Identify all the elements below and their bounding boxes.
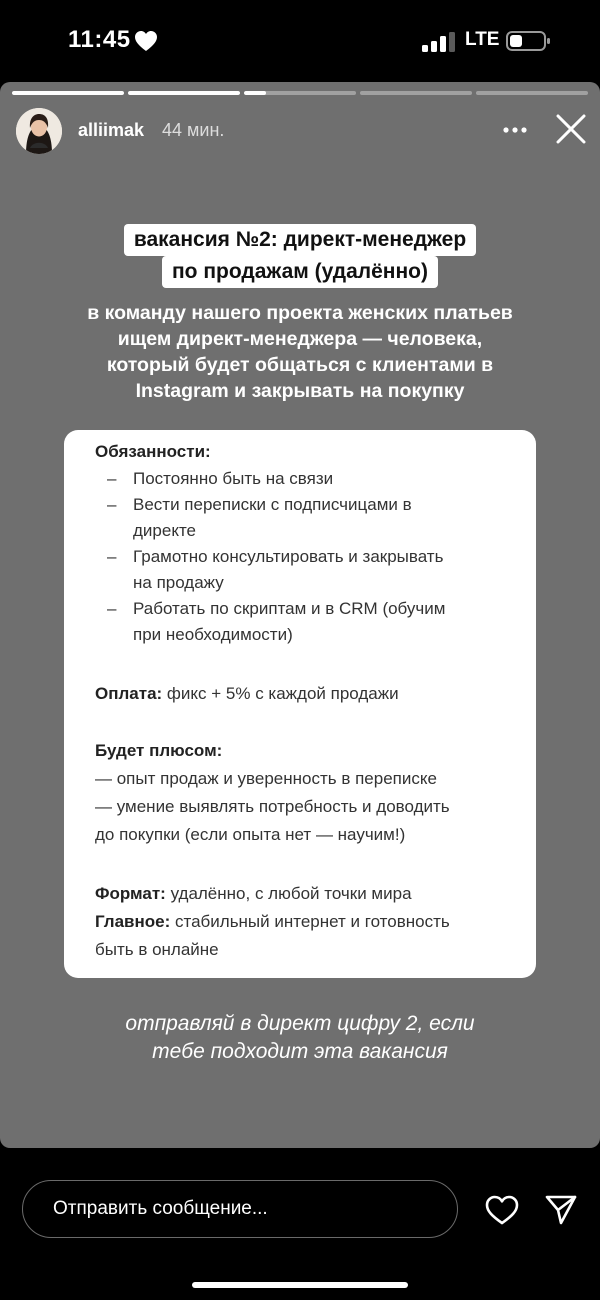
main-line [95,912,450,932]
intro-line: Instagram и закрывать на покупку [135,380,465,402]
format-label: Формат: [95,884,166,903]
duty-text: Работать по скриптам и в CRM (обучим [133,599,446,618]
duty-dash: – [107,495,117,514]
duty-text: Постоянно быть на связи [133,469,334,488]
progress-segment [360,91,472,95]
duties-title: Обязанности: [95,442,211,461]
story-headline [0,224,600,288]
reply-placeholder: Отправить сообщение... [53,1198,268,1219]
duty-item [133,544,523,596]
battery-icon [506,30,552,52]
intro-line: ищем директ-менеджера — человека, [117,328,483,350]
plus-line: до покупки (если опыта нет — научим!) [95,825,406,844]
footer-line: отправляй в директ цифру 2, если [125,1012,475,1035]
duty-item [133,492,523,544]
progress-segment [476,91,588,95]
story-time-ago: 44 мин. [162,120,225,140]
duty-item [133,596,523,648]
signal-icon [422,32,456,52]
duty-item [133,466,523,492]
status-bar [0,0,600,82]
more-icon[interactable] [500,118,530,142]
story-intro [40,300,560,404]
heart-icon [134,30,158,52]
headline-line: вакансия №2: директ-менеджер [124,224,476,256]
duty-text: при необходимости) [133,625,293,644]
reply-input[interactable] [22,1180,458,1238]
plus-line: — опыт продаж и уверенность в переписке [95,769,437,788]
pay-value: фикс + 5% с каждой продажи [162,684,399,703]
headline-line: по продажам (удалённо) [162,256,438,288]
progress-segment [12,91,124,95]
duty-dash: – [107,547,117,566]
main-line-2: быть в онлайне [95,940,219,959]
duty-text: на продажу [133,573,224,592]
close-icon[interactable] [554,112,588,146]
format-line [95,884,412,904]
story-footer [40,1010,560,1066]
footer-line: тебе подходит эта вакансия [152,1040,448,1063]
home-indicator[interactable] [192,1282,408,1288]
story-card[interactable] [0,82,600,1148]
intro-line: который будет общаться с клиентами в [106,354,494,376]
vacancy-card [64,430,536,978]
main-value: стабильный интернет и готовность [170,912,450,931]
format-value: удалённо, с любой точки мира [165,884,412,903]
story-username[interactable]: alliimak [78,120,145,140]
progress-segment [128,91,240,95]
carrier-label: LTE [465,29,500,50]
duty-text: Грамотно консультировать и закрывать [133,547,444,566]
status-time: 11:45 [68,26,131,53]
pay-label: Оплата: [95,684,163,703]
plus-line: — умение выявлять потребность и доводить [95,797,450,816]
story-progress [12,91,588,95]
duty-dash: – [107,599,117,618]
duty-text: директе [133,521,197,540]
heart-icon[interactable] [484,1194,520,1226]
progress-segment [244,91,356,95]
pay-line [95,684,399,704]
duty-text: Вести переписки с подписчицами в [133,495,412,514]
avatar[interactable] [16,108,62,154]
send-icon[interactable] [544,1194,578,1226]
intro-line: в команду нашего проекта женских платьев [87,302,513,324]
main-label: Главное: [95,912,171,931]
plus-title: Будет плюсом: [95,741,223,760]
duty-dash: – [107,469,117,488]
avatar-image [16,108,62,154]
